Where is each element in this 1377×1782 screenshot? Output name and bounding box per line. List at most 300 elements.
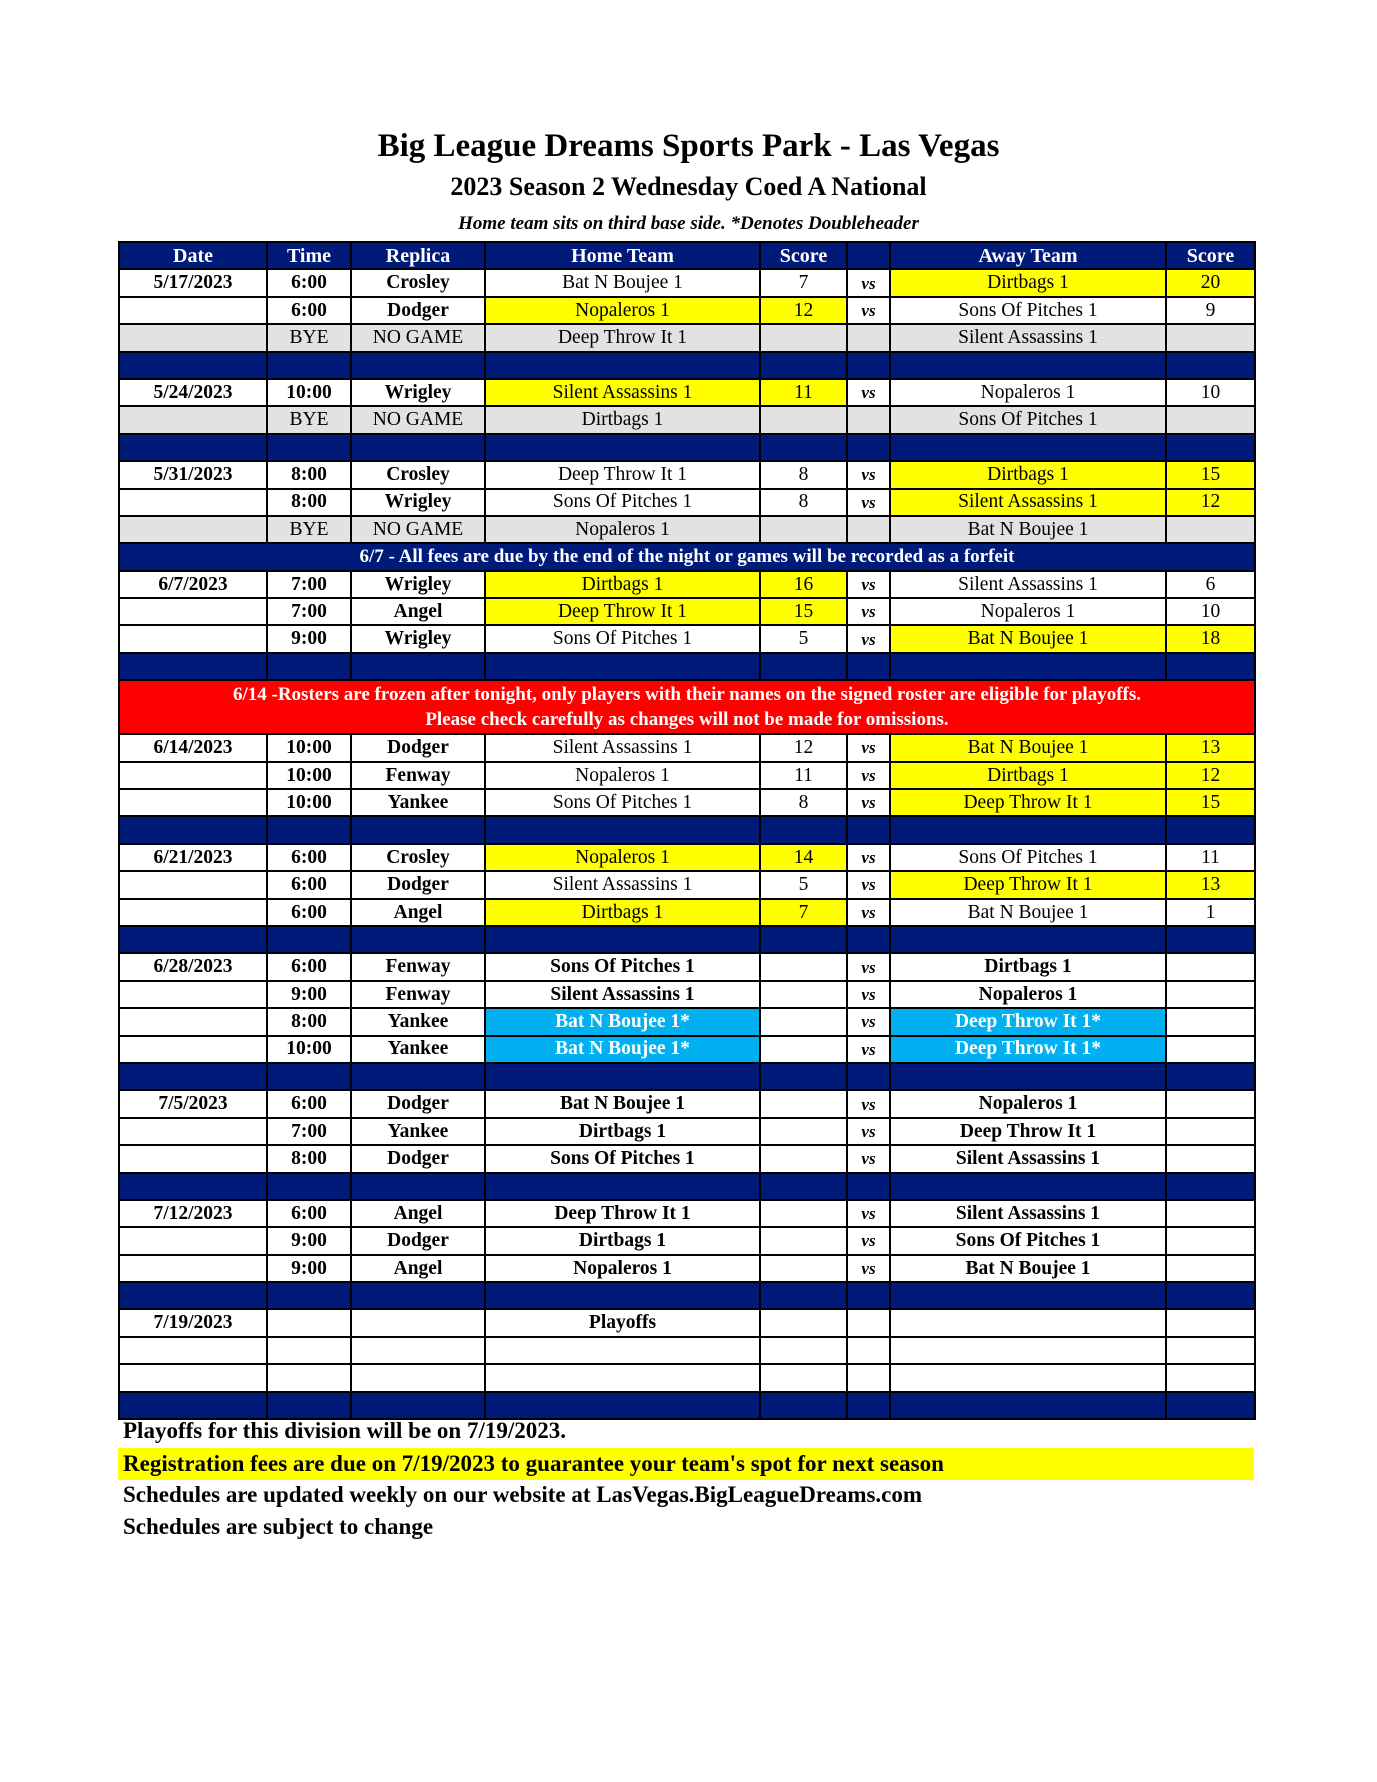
separator-cell [351,352,485,379]
away-team: Nopaleros 1 [890,1090,1166,1117]
vs-label [847,516,890,543]
game-date [119,598,267,625]
game-time: 8:00 [267,461,351,488]
game-date [119,1145,267,1172]
game-time: 8:00 [267,1145,351,1172]
home-score [760,1309,847,1336]
game-row [119,844,1255,871]
game-field: Yankee [351,1036,485,1063]
separator-cell [119,1282,267,1309]
home-team: Bat N Boujee 1* [485,1008,760,1035]
separator-cell [485,434,760,461]
away-team: Deep Throw It 1* [890,1008,1166,1035]
roster-alert-line-2: Please check carefully as changes will not be made for omissions. [425,709,949,731]
roster-alert-row [119,680,1255,734]
vs-label: vs [847,953,890,980]
home-team: Sons Of Pitches 1 [485,789,760,816]
separator-cell [847,1282,890,1309]
game-date: 5/24/2023 [119,379,267,406]
away-team: Nopaleros 1 [890,379,1166,406]
game-date: 6/7/2023 [119,571,267,598]
vs-label: vs [847,1118,890,1145]
game-time [267,1337,351,1364]
game-date: 6/14/2023 [119,734,267,761]
game-date [119,1337,267,1364]
away-team: Silent Assassins 1 [890,1200,1166,1227]
home-score: 5 [760,625,847,652]
home-team: Dirtbags 1 [485,1227,760,1254]
away-team: Deep Throw It 1 [890,1118,1166,1145]
separator-cell [890,653,1166,680]
separator-cell [485,1063,760,1090]
game-field: Wrigley [351,625,485,652]
away-team [890,1309,1166,1336]
game-field: Dodger [351,871,485,898]
game-row [119,269,1255,296]
separator-cell [890,1392,1166,1419]
fee-notice-row [119,543,1255,570]
game-field: Yankee [351,1118,485,1145]
separator-cell [890,816,1166,843]
game-time: 9:00 [267,1255,351,1282]
vs-label: vs [847,489,890,516]
game-field: Fenway [351,762,485,789]
game-field: Crosley [351,269,485,296]
vs-label: vs [847,598,890,625]
home-score [760,1036,847,1063]
separator-row [119,1173,1255,1200]
separator-cell [847,1063,890,1090]
away-team: Dirtbags 1 [890,461,1166,488]
separator-cell [1166,1173,1255,1200]
game-date: 6/28/2023 [119,953,267,980]
separator-row [119,926,1255,953]
game-time: 6:00 [267,899,351,926]
separator-cell [760,434,847,461]
separator-cell [267,1063,351,1090]
home-team: Nopaleros 1 [485,844,760,871]
vs-label: vs [847,571,890,598]
game-field: Wrigley [351,379,485,406]
home-score [760,1255,847,1282]
separator-cell [1166,653,1255,680]
game-time [267,1309,351,1336]
home-team [485,1337,760,1364]
home-team: Bat N Boujee 1 [485,1090,760,1117]
separator-cell [351,1173,485,1200]
home-score: 8 [760,461,847,488]
footer-registration: Registration fees are due on 7/19/2023 to guarantee your team's spot for next season [118,1448,1254,1480]
home-score [760,406,847,433]
away-team: Silent Assassins 1 [890,489,1166,516]
separator-cell [760,352,847,379]
away-score: 10 [1166,379,1255,406]
game-field [351,1309,485,1336]
game-time: 9:00 [267,1227,351,1254]
away-team [890,1337,1166,1364]
game-field: Angel [351,598,485,625]
home-score: 11 [760,762,847,789]
away-score: 18 [1166,625,1255,652]
game-time: 8:00 [267,489,351,516]
game-time: 8:00 [267,1008,351,1035]
bye-row [119,406,1255,433]
separator-cell [119,1063,267,1090]
game-row [119,789,1255,816]
home-score: 8 [760,789,847,816]
game-time: 9:00 [267,981,351,1008]
separator-cell [847,434,890,461]
vs-label: vs [847,789,890,816]
home-team: Dirtbags 1 [485,571,760,598]
game-field: Angel [351,1200,485,1227]
away-team: Silent Assassins 1 [890,1145,1166,1172]
footer-website: Schedules are updated weekly on our website at LasVegas.BigLeagueDreams.com [123,1482,923,1507]
separator-cell [351,816,485,843]
game-time: 10:00 [267,789,351,816]
game-time [267,1364,351,1391]
home-score [760,1145,847,1172]
game-field [351,1337,485,1364]
vs-label: vs [847,625,890,652]
vs-label [847,324,890,351]
game-time: 10:00 [267,379,351,406]
home-team: Playoffs [485,1309,760,1336]
game-row [119,1309,1255,1336]
separator-cell [351,653,485,680]
away-team: Nopaleros 1 [890,981,1166,1008]
game-date: 5/31/2023 [119,461,267,488]
separator-cell [119,816,267,843]
away-score [1166,1309,1255,1336]
separator-cell [1166,352,1255,379]
separator-cell [890,434,1166,461]
home-score [760,1200,847,1227]
game-date [119,324,267,351]
game-row [119,571,1255,598]
separator-row [119,434,1255,461]
separator-cell [119,352,267,379]
game-row [119,1255,1255,1282]
home-team: Silent Assassins 1 [485,734,760,761]
away-score: 13 [1166,871,1255,898]
home-team: Bat N Boujee 1* [485,1036,760,1063]
separator-cell [760,653,847,680]
away-score: 10 [1166,598,1255,625]
separator-cell [267,926,351,953]
away-score [1166,324,1255,351]
away-team: Deep Throw It 1 [890,871,1166,898]
away-score [1166,981,1255,1008]
home-team: Nopaleros 1 [485,297,760,324]
separator-cell [1166,816,1255,843]
game-field: Dodger [351,1090,485,1117]
away-score [1166,1200,1255,1227]
home-score [760,1008,847,1035]
home-score [760,1337,847,1364]
home-team: Silent Assassins 1 [485,379,760,406]
game-row [119,1364,1255,1391]
game-time: 7:00 [267,1118,351,1145]
game-field: Wrigley [351,571,485,598]
away-score: 6 [1166,571,1255,598]
home-score: 16 [760,571,847,598]
separator-cell [267,653,351,680]
home-team: Deep Throw It 1 [485,598,760,625]
separator-cell [267,816,351,843]
game-row [119,981,1255,1008]
home-team: Sons Of Pitches 1 [485,489,760,516]
home-score: 14 [760,844,847,871]
separator-cell [351,926,485,953]
away-team: Deep Throw It 1* [890,1036,1166,1063]
game-row [119,1008,1255,1035]
game-date [119,1118,267,1145]
separator-cell [1166,1392,1255,1419]
home-team [485,1364,760,1391]
home-team: Dirtbags 1 [485,899,760,926]
separator-cell [890,926,1166,953]
game-date [119,871,267,898]
separator-cell [485,1392,760,1419]
home-team: Deep Throw It 1 [485,1200,760,1227]
away-score [1166,1090,1255,1117]
separator-cell [890,352,1166,379]
game-field: Fenway [351,981,485,1008]
game-time: 6:00 [267,844,351,871]
game-time: 10:00 [267,1036,351,1063]
separator-cell [267,434,351,461]
game-time: BYE [267,406,351,433]
away-score [1166,1036,1255,1063]
game-time: 10:00 [267,762,351,789]
away-team: Silent Assassins 1 [890,324,1166,351]
separator-cell [1166,434,1255,461]
schedule-body [119,269,1255,1419]
home-score: 15 [760,598,847,625]
separator-cell [760,1392,847,1419]
page-title: Big League Dreams Sports Park - Las Vegas [377,128,1000,164]
home-score [760,1227,847,1254]
separator-row [119,1063,1255,1090]
home-score: 12 [760,297,847,324]
separator-cell [485,816,760,843]
col-away-team-header: Away Team [890,242,1166,269]
game-row [119,953,1255,980]
bye-row [119,324,1255,351]
page-subtitle: 2023 Season 2 Wednesday Coed A National [450,172,927,201]
col-replica-header: Replica [351,242,485,269]
game-date: 6/21/2023 [119,844,267,871]
game-time: 9:00 [267,625,351,652]
game-date [119,1255,267,1282]
footer-subject: Schedules are subject to change [123,1514,434,1539]
bye-row [119,516,1255,543]
vs-label: vs [847,379,890,406]
game-field: NO GAME [351,516,485,543]
game-field: Yankee [351,1008,485,1035]
separator-cell [267,1173,351,1200]
home-team: Silent Assassins 1 [485,871,760,898]
game-date [119,981,267,1008]
away-score [1166,1255,1255,1282]
away-score [1166,1118,1255,1145]
vs-label: vs [847,734,890,761]
away-team: Dirtbags 1 [890,269,1166,296]
game-time: 6:00 [267,1200,351,1227]
separator-cell [485,1173,760,1200]
col-date-header: Date [119,242,267,269]
game-field: Wrigley [351,489,485,516]
home-score: 5 [760,871,847,898]
game-field: Dodger [351,1227,485,1254]
home-team: Sons Of Pitches 1 [485,1145,760,1172]
vs-label: vs [847,1227,890,1254]
schedule-table [118,241,1256,1420]
home-score [760,324,847,351]
separator-cell [847,816,890,843]
game-date [119,1008,267,1035]
roster-alert-line-1: 6/14 -Rosters are frozen after tonight, only players with their names on the signed roster are eligible for playoffs. [232,683,1142,705]
game-row [119,871,1255,898]
game-time: 10:00 [267,734,351,761]
vs-label [847,1337,890,1364]
game-date [119,406,267,433]
separator-cell [760,1173,847,1200]
home-score: 12 [760,734,847,761]
away-score [1166,516,1255,543]
separator-cell [847,1392,890,1419]
game-row [119,734,1255,761]
game-time: 6:00 [267,1090,351,1117]
separator-cell [119,926,267,953]
separator-cell [760,926,847,953]
game-field: Crosley [351,844,485,871]
game-field: Fenway [351,953,485,980]
game-field: Crosley [351,461,485,488]
separator-cell [760,1063,847,1090]
vs-label [847,406,890,433]
home-team: Silent Assassins 1 [485,981,760,1008]
game-row [119,1145,1255,1172]
game-time: 6:00 [267,297,351,324]
col-away-score-header: Score [1166,242,1255,269]
vs-label: vs [847,1145,890,1172]
game-date [119,489,267,516]
away-score: 12 [1166,762,1255,789]
away-team: Silent Assassins 1 [890,571,1166,598]
separator-cell [485,352,760,379]
separator-cell [351,1282,485,1309]
game-field: Angel [351,1255,485,1282]
separator-row [119,653,1255,680]
away-team: Bat N Boujee 1 [890,899,1166,926]
home-score [760,1364,847,1391]
home-score: 11 [760,379,847,406]
away-score: 1 [1166,899,1255,926]
home-score: 8 [760,489,847,516]
footer-playoffs: Playoffs for this division will be on 7/19/2023. [123,1418,567,1443]
away-score [1166,1227,1255,1254]
game-time: 6:00 [267,953,351,980]
home-team: Deep Throw It 1 [485,461,760,488]
home-score: 7 [760,269,847,296]
away-team: Sons Of Pitches 1 [890,844,1166,871]
away-score [1166,406,1255,433]
away-score [1166,1364,1255,1391]
away-score [1166,1008,1255,1035]
away-team: Sons Of Pitches 1 [890,297,1166,324]
game-field: NO GAME [351,324,485,351]
game-date [119,1227,267,1254]
vs-label: vs [847,297,890,324]
separator-cell [267,352,351,379]
away-team: Nopaleros 1 [890,598,1166,625]
away-score [1166,1337,1255,1364]
separator-cell [847,653,890,680]
separator-cell [267,1392,351,1419]
game-date: 7/5/2023 [119,1090,267,1117]
separator-cell [847,926,890,953]
roster-alert [119,680,1255,734]
col-time-header: Time [267,242,351,269]
game-time: BYE [267,324,351,351]
game-row [119,297,1255,324]
game-date [119,297,267,324]
away-score: 11 [1166,844,1255,871]
separator-cell [351,434,485,461]
separator-row [119,1282,1255,1309]
away-team: Bat N Boujee 1 [890,625,1166,652]
vs-label: vs [847,981,890,1008]
separator-cell [351,1063,485,1090]
home-team: Sons Of Pitches 1 [485,625,760,652]
game-date [119,789,267,816]
game-time: 6:00 [267,269,351,296]
home-score [760,1090,847,1117]
separator-cell [847,1173,890,1200]
home-team: Deep Throw It 1 [485,324,760,351]
away-score: 15 [1166,461,1255,488]
page-note: Home team sits on third base side. *Denotes Doubleheader [458,213,919,234]
home-score [760,953,847,980]
away-score [1166,1145,1255,1172]
separator-cell [1166,1282,1255,1309]
game-date: 7/19/2023 [119,1309,267,1336]
game-row [119,1036,1255,1063]
vs-label: vs [847,871,890,898]
separator-cell [485,653,760,680]
away-team: Dirtbags 1 [890,953,1166,980]
away-score: 20 [1166,269,1255,296]
vs-label [847,1309,890,1336]
separator-cell [760,816,847,843]
separator-row [119,1392,1255,1419]
separator-cell [1166,1063,1255,1090]
separator-cell [890,1282,1166,1309]
home-score [760,516,847,543]
game-row [119,379,1255,406]
away-score: 15 [1166,789,1255,816]
game-field: Dodger [351,297,485,324]
away-score: 12 [1166,489,1255,516]
game-field: NO GAME [351,406,485,433]
game-row [119,461,1255,488]
game-date: 7/12/2023 [119,1200,267,1227]
home-team: Dirtbags 1 [485,1118,760,1145]
game-field [351,1364,485,1391]
fee-notice-text: 6/7 - All fees are due by the end of the night or games will be recorded as a forfeit [119,543,1255,570]
